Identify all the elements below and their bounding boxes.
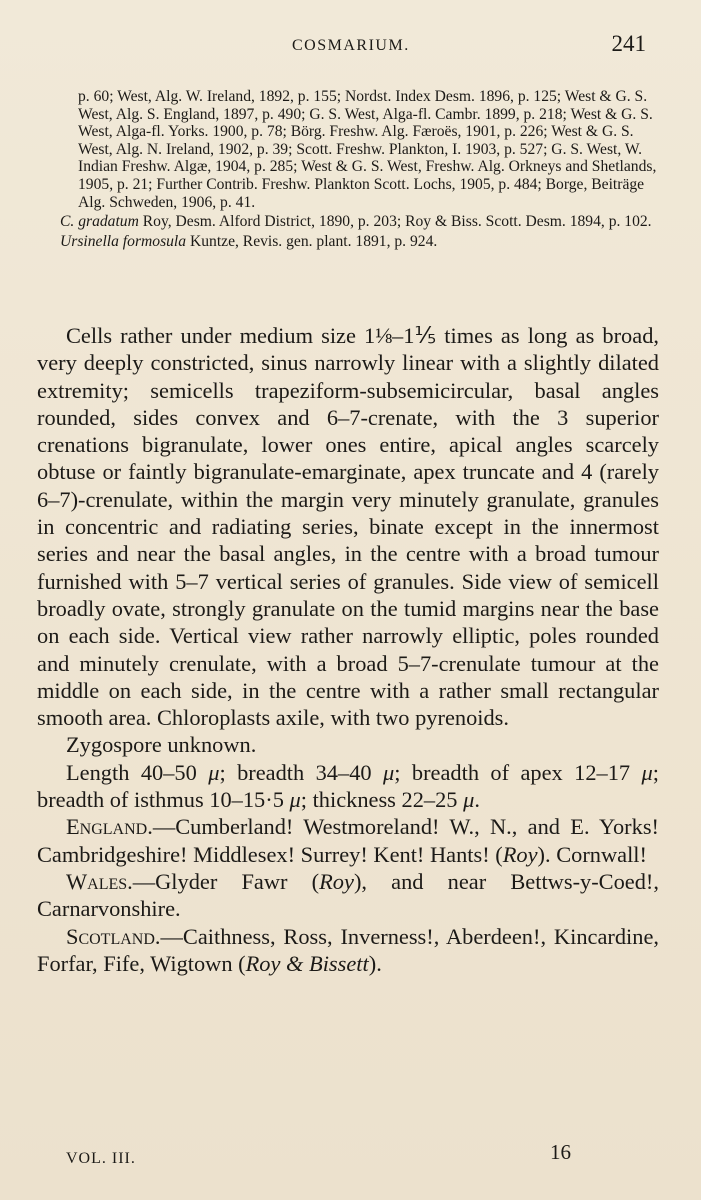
- volume-label: VOL. III.: [66, 1150, 136, 1167]
- zygospore-note: Zygospore unknown.: [66, 732, 257, 758]
- distribution-wales: [37, 868, 659, 923]
- micron-unit: μ: [463, 787, 475, 813]
- page-number: 241: [611, 31, 646, 56]
- locality-text: .—Glyder Fawr (: [127, 868, 320, 894]
- synonym-citation: Roy, Desm. Alford District, 1890, p. 203; Roy & Biss. Scott. Desm. 1894, p. 102.: [138, 213, 652, 231]
- measurement-text: ; breadth 34–40: [219, 759, 383, 785]
- signature-mark: 16: [550, 1140, 571, 1164]
- region-label: England: [66, 814, 148, 840]
- measurement-text: ; thickness 22–25: [300, 787, 464, 813]
- synonym-name: C. gradatum: [60, 213, 139, 231]
- measurement-text: ; breadth of isthmus 10–15·5: [37, 759, 659, 813]
- collector-name: Roy: [502, 841, 538, 867]
- description-paragraph: Cells rather under medium size 1⅛–1⅕ times as long as broad, very deeply constricted, sinus narrowly linear with a slightly dilated extremity; semicells trapeziform-subsemicircular, basal angles rounded, sides convex and 6–7-crenate, with the 3 superior crenations bigranulate, lower ones entire, apical angles scarcely obtuse or faintly bigranulate-emarginate, apex truncate and 4 (rarely 6–7)-crenulate, within the margin very minutely granulate, granules in concentric and radiating series, binate except in the innermost series and near the basal angles, in the centre with a broad tumour furnished with 5–7 vertical series of granules. Side view of semicell broadly ovate, strongly granulate on the tumid margins near the base on each side. Vertical view rather narrowly elliptic, poles rounded and minutely crenulate, with a broad 5–7-crenulate tumour at the middle on each side, in the centre with a rather small rectangular smooth area. Chloroplasts axile, with two pyrenoids.: [37, 323, 659, 731]
- measurement-text: ; breadth of apex 12–17: [394, 759, 642, 785]
- synonym-citation: Kuntze, Revis. gen. plant. 1891, p. 924.: [186, 232, 438, 250]
- page-header: [60, 31, 661, 69]
- region-label: Scotland: [66, 923, 155, 949]
- locality-text: ), and near Bettws-y-Coed!, Carnarvonshire.: [37, 868, 659, 922]
- page-footer: [66, 1140, 621, 1170]
- region-label: Wales: [66, 868, 128, 894]
- locality-text: .—Cumberland! Westmoreland! W., N., and E. Yorks! Cambridgeshire! Middlesex! Surrey! Kent! Hants! (: [37, 814, 659, 867]
- micron-unit: μ: [383, 759, 395, 785]
- measurement-text: .: [474, 787, 480, 813]
- synonymy-block: [60, 88, 660, 252]
- distribution-england: [37, 813, 659, 868]
- micron-unit: μ: [289, 787, 301, 813]
- synonymy-entry-gradatum: [60, 213, 660, 231]
- measurements-paragraph: [37, 759, 659, 814]
- micron-unit: μ: [641, 759, 653, 785]
- locality-text: ).: [368, 950, 382, 976]
- micron-unit: μ: [208, 759, 220, 785]
- collector-name: Roy & Bissett: [245, 950, 369, 976]
- collector-name: Roy: [319, 868, 354, 894]
- locality-text: .—Caithness, Ross, Inverness!, Aberdeen!, Kincardine, Forfar, Fife, Wigtown (: [37, 923, 659, 976]
- locality-text: ). Cornwall!: [537, 841, 647, 867]
- synonymy-continuation: p. 60; West, Alg. W. Ireland, 1892, p. 155; Nordst. Index Desm. 1896, p. 125; West & G. S. West, Alg. S. England, 1897, p. 490; G. S. West, Alga-fl. Cambr. 1899, p. 218; West & G. S. West, Alga-fl. Yorks. 1900, p. 78; Börg. Freshw. Alg. Færoës, 1901, p. 226; West & G. S. West, Alg. N. Ireland, 1902, p. 39; Scott. Freshw. Plankton, I. 1903, p. 527; G. S. West, W. Indian Freshw. Algæ, 1904, p. 285; West & G. S. West, Freshw. Alg. Orkneys and Shetlands, 1905, p. 21; Further Contrib. Freshw. Plankton Scott. Lochs, 1905, p. 484; Borge, Beiträge Alg. Schweden, 1906, p. 41.: [78, 88, 657, 211]
- measurement-text: Length 40–50: [66, 759, 209, 785]
- species-description: [37, 322, 659, 977]
- distribution-scotland: [37, 923, 659, 978]
- synonym-name: Ursinella formosula: [60, 232, 187, 250]
- running-head: COSMARIUM.: [292, 37, 410, 54]
- synonymy-entry-ursinella: [60, 233, 660, 251]
